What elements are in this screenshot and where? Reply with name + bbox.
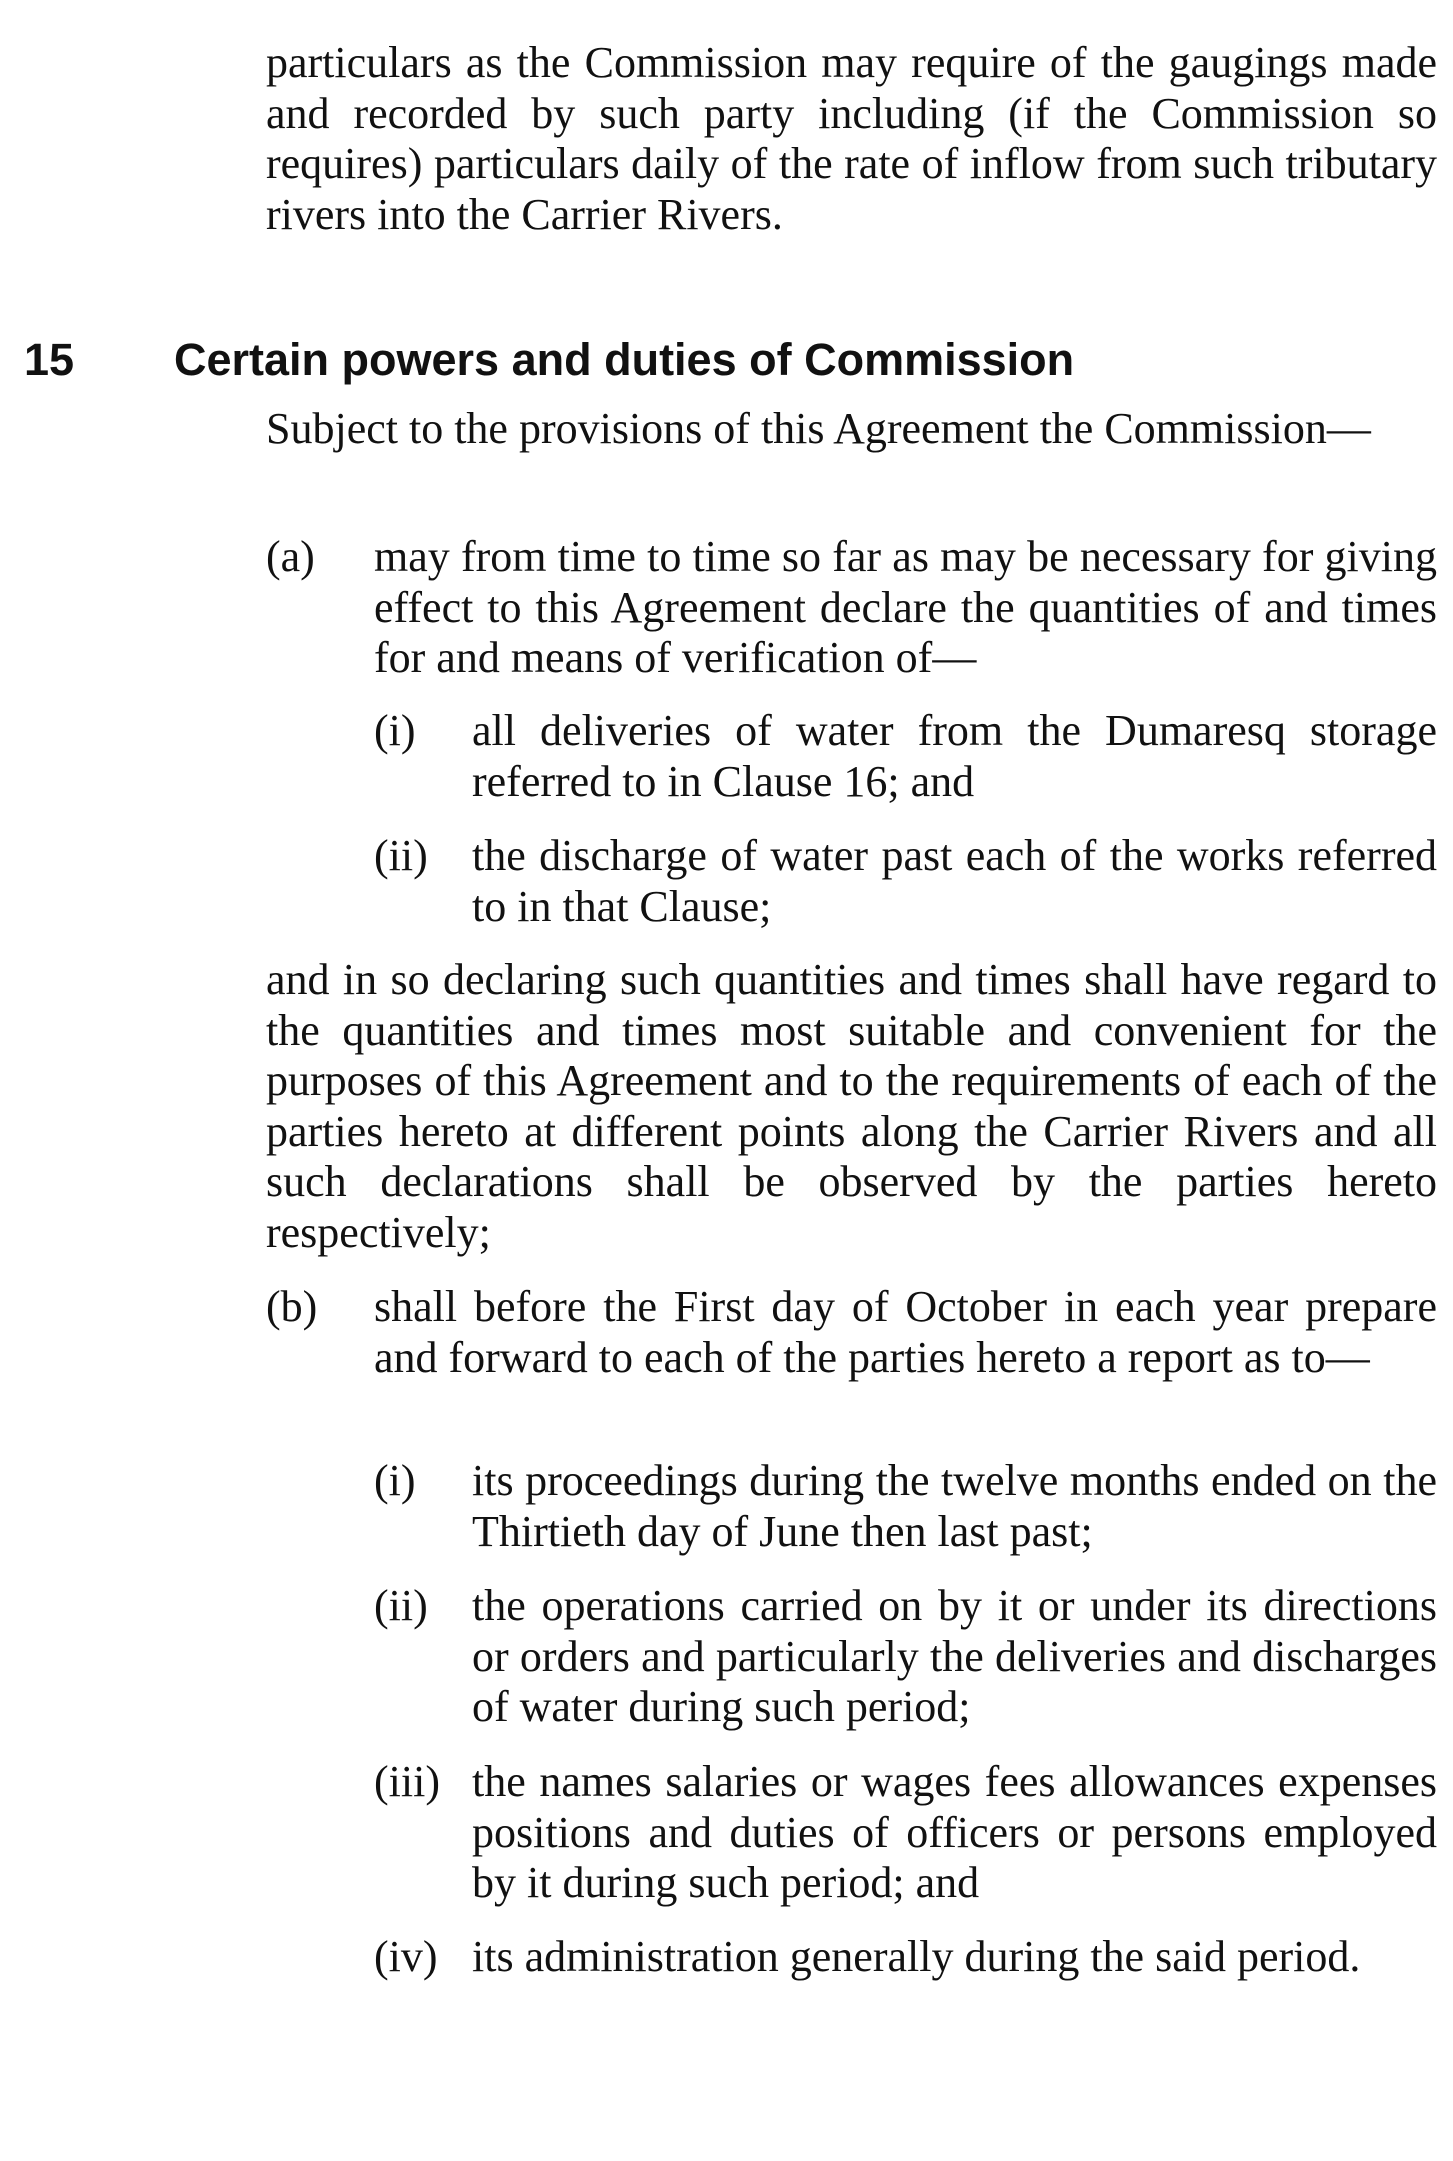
item-a-text: may from time to time so far as may be necessary for giving effect to this Agreement declare the quantities of and times for and means of verification of—: [374, 532, 1437, 682]
section-title: Certain powers and duties of Commission: [174, 334, 1075, 385]
item-a-sub-i-label: (i): [374, 706, 416, 755]
intro-paragraph: particulars as the Commission may require of the gaugings made and recorded by such party including (if the Commission so requires) particulars daily of the rate of inflow from such tributary rivers into the Carrier Rivers.: [266, 38, 1437, 239]
item-b-sub-iv-label: (iv): [374, 1932, 438, 1981]
item-b-sub-ii-label: (ii): [374, 1581, 428, 1630]
item-a-label: (a): [266, 532, 315, 581]
item-b-text: shall before the First day of October in each year prepare and forward to each of the parties hereto a report as to—: [374, 1282, 1437, 1382]
item-a-sub-ii-label: (ii): [374, 831, 428, 880]
item-b-sub-iii-text: the names salaries or wages fees allowances expenses positions and duties of officers or persons employed by it during such period; and: [472, 1757, 1437, 1907]
item-b-sub-iv-text: its administration generally during the said period.: [472, 1932, 1361, 1981]
item-a-continuation: and in so declaring such quantities and times shall have regard to the quantities and times most suitable and convenient for the purposes of this Agreement and to the requirements of each of the parties hereto at different points along the Carrier Rivers and all such declarations shall be observed by the parties hereto respectively;: [266, 955, 1437, 1257]
item-b-sub-ii-text: the operations carried on by it or under its directions or orders and particularly the deliveries and discharges of water during such period;: [472, 1581, 1437, 1731]
item-b-label: (b): [266, 1282, 318, 1331]
item-b-sub-i-text: its proceedings during the twelve months ended on the Thirtieth day of June then last past;: [472, 1456, 1437, 1556]
item-b-sub-iii-label: (iii): [374, 1757, 440, 1806]
section-lead: Subject to the provisions of this Agreement the Commission—: [266, 404, 1371, 453]
section-number: 15: [24, 334, 75, 385]
item-a-sub-i-text: all deliveries of water from the Dumaresq storage referred to in Clause 16; and: [472, 706, 1437, 806]
item-b-sub-i-label: (i): [374, 1456, 416, 1505]
item-a-sub-ii-text: the discharge of water past each of the works referred to in that Clause;: [472, 831, 1437, 931]
